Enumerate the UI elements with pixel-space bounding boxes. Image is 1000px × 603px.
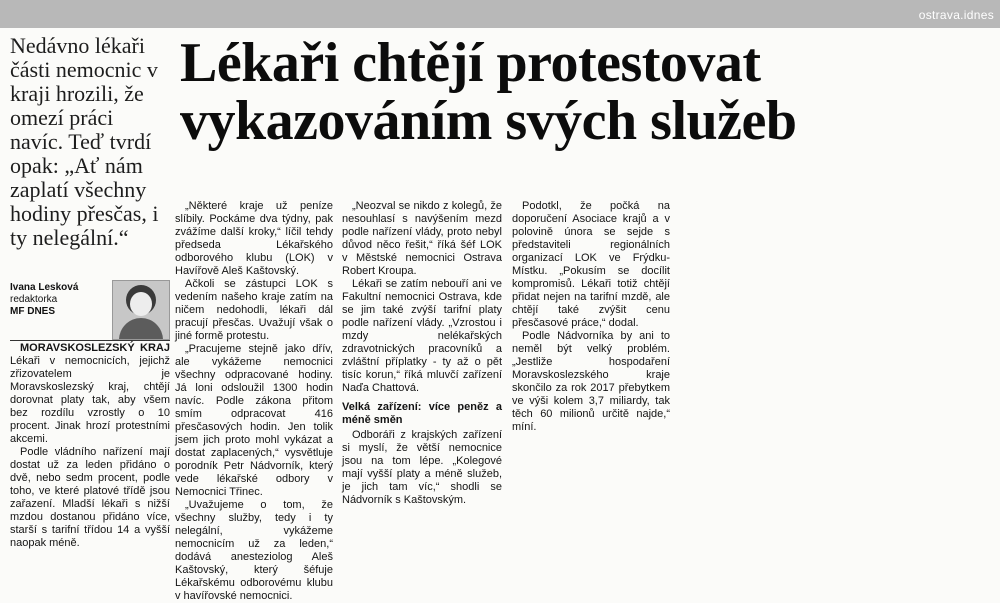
subheading: Velká zařízení: více peněz a méně směn (342, 401, 502, 426)
paragraph: Podle Nádvorníka by ani to neměl být velký problém. „Jestliže hospodaření Moravskoslezského kraje skončilo za rok 2017 přebytkem ve výši kolem 3,7 miliardy, tak těch 60 milionů určitě najde,“ míní. (512, 330, 670, 433)
paragraph: Ačkoli se zástupci LOK s vedením našeho kraje zatím na ničem nedohodli, lékaři dál pracují přesčas. Uvažují však o jiné formě protestu. (175, 278, 333, 342)
author-name: Ivana Lesková (10, 282, 79, 293)
author-byline (10, 282, 112, 318)
paragraph: „Neozval se nikdo z kolegů, že nesouhlasí s navýšením mezd podle nařízení vlády, proto nebyl důvod něco řešit,“ říká šéf LOK v Městské nemocnici Ostrava Robert Kroupa. (342, 200, 502, 277)
byline-divider (10, 340, 170, 341)
article-column-1 (10, 342, 170, 550)
paragraph: „Uvažujeme o tom, že všechny služby, tedy i ty nelegální, vykážeme nemocnicím už za leden,“ dodává anesteziolog Aleš Kaštovský, který šéfuje Lékařskému odborovému klubu v havířovské nemocnici. (175, 499, 333, 602)
article-headline: Lékaři chtějí protestovat vykazováním svých služeb (180, 32, 797, 152)
paragraph: Lékaři se zatím nebouří ani ve Fakultní nemocnici Ostrava, kde se jim také zvýší tarifní platy podle nařízení vlády. „Vzrostou i mzdy nelékařských zdravotnických pracovníků a zvláštní příplatky - ty až o pět tisíc korun,“ říká mluvčí zařízení Naďa Chattová. (342, 278, 502, 394)
section-banner (0, 0, 1000, 28)
paragraph: „Některé kraje už peníze slíbily. Pockáme dva týdny, pak zvážíme další kroky,“ líčil tehdy předseda Lékařského odborového klubu (LOK) v Havířově Aleš Kaštovský. (175, 200, 333, 277)
author-photo-face (130, 292, 152, 316)
lead-paragraph (10, 342, 170, 446)
article-perex: Nedávno lékaři části nemocnic v kraji hrozili, že omezí práci navíc. Teď tvrdí opak: „Ať nám zaplatí všechny hodiny přesčas, i ty nelegální.“ (10, 33, 159, 250)
lead-kicker: MORAVSKOSLEZSKÝ KRAJ (20, 342, 170, 354)
article-column-2 (175, 200, 333, 603)
paragraph: Odboráři z krajských zařízení si myslí, že větší nemocnice jsou na tom lépe. „Kolegové mají vyšší platy a méně služeb, je jich tam víc,“ shodli se Nádvorník s Kaštovským. (342, 429, 502, 506)
paragraph: „Pracujeme stejně jako dřív, ale vykážeme nemocnici všechny odpracované hodiny. Já loni odsloužil 1300 hodin navíc. Podle zákona přitom smím odpracovat 416 přesčasových hodin. Jen tolik jsem jich proto mohl vykázat a dostat zaplacených,“ vysvětluje porodník Petr Nádvorník, který vede lékařské odbory v Nemocnici Třinec. (175, 343, 333, 498)
author-photo (112, 280, 170, 340)
author-outlet: MF DNES (10, 306, 55, 317)
paragraph: Podotkl, že počká na doporučení Asociace krajů a v polovině února se sejde s představiteli regionálních organizací LOK ve Frýdku-Místku. „Pokusím se docílit kompromisů. Lékaři totiž chtějí přidat nejen na tarifní mzdě, ale chtějí také zvýšit cenu přesčasové práce,“ dodal. (512, 200, 670, 329)
paragraph: Podle vládního nařízení mají dostat už za leden přidáno o dvě, nebo sedm procent, podle toho, ve které platové třídě jsou zařazení. Mladší lékaři s nižší mzdou dostanou přidáno více, starší s tarifní třídou 14 a vyšší naopak méně. (10, 446, 170, 549)
author-role: redaktorka (10, 294, 58, 305)
article-column-4 (512, 200, 670, 434)
section-label: ostrava.idnes (918, 8, 994, 22)
author-photo-body (119, 318, 163, 340)
article-column-3 (342, 200, 502, 507)
lead-text: Lékaři v nemocnicích, jejichž zřizovatelem je Moravskoslezský kraj, chtějí dorovnat platy tak, aby všem bez rozdílu vzrostly o 10 procent. Jinak hrozí protestními akcemi. (10, 355, 170, 445)
